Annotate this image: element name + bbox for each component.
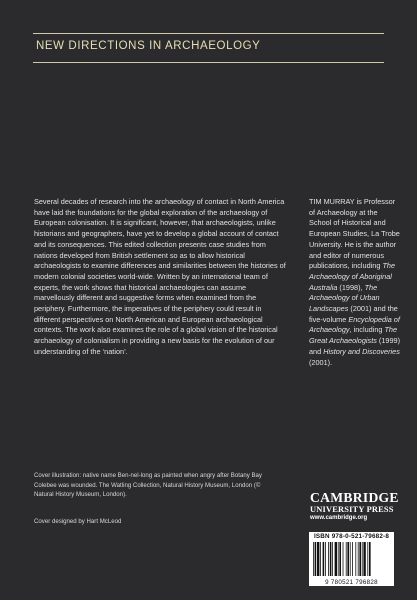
blurb-text: Several decades of research into the archaeology of contact in North America have laid the foundations for the global exploration of the archaeology of European colonisation. It is significant, however, that archaeologists, unlike historians and geographers, have yet to develop a global account of contact and its consequences. This edited collection presents case studies from nations developed from British settlement so as to allow historical archaeologists to examine differences and similarities between the histories of modern colonial societies world-wide. Written by an international team of experts, the work shows that historical archaeologies can assume marvellously different and suggestive forms when examined from the periphery. Furthermore, the imperatives of the periphery could result in different perspectives on North American and European archaeological contexts. The work also examines the role of a global vision of the historical archaeology of colonialism in providing a new basis for the evolution of our understanding of the ‘nation’. (34, 197, 286, 356)
series-title: NEW DIRECTIONS IN ARCHAEOLOGY (36, 40, 261, 52)
barcode-icon (312, 542, 391, 576)
author-bio-intro: TIM MURRAY is Professor of Archaeology at the School of Historical and European Studies, La Trobe University. He is the author and editor of numerous publications, including (309, 197, 400, 271)
book-blurb (34, 197, 286, 358)
series-rule (33, 62, 384, 63)
bio-text: (2001) and the five-volume (309, 304, 398, 324)
cover-designer-credit: Cover designed by Hart McLeod (34, 518, 122, 525)
publisher-name: CAMBRIDGE (310, 490, 399, 505)
book-title: The Archaeology of Urban Landscapes (309, 282, 380, 314)
publisher-logo (310, 491, 399, 523)
book-title: Encyclopedia of Archaeology (309, 314, 400, 335)
publisher-subtitle: UNIVERSITY PRESS (310, 505, 394, 514)
author-bio-text (309, 197, 401, 368)
author-bio (309, 197, 401, 368)
barcode-panel (309, 532, 394, 586)
isbn-label: ISBN 978-0-521-79682-8 (313, 533, 390, 540)
book-title: The Great Archaeologists (309, 325, 398, 346)
bio-text: (1998), (337, 282, 365, 292)
bio-text: , including (349, 325, 385, 335)
barcode-number: 9 780521 796828 (325, 579, 378, 586)
bio-text: (1999) and (309, 336, 400, 356)
top-rule (33, 33, 384, 34)
book-title: History and Discoveries (323, 346, 400, 356)
bio-text: (2001). (309, 357, 333, 367)
book-title: The Archaeology of Aboriginal Australia (309, 261, 396, 292)
cover-illustration-credit: Cover illustration: native name Ben-nel-long as painted when angry after Botany Bay Colebee was wounded. The Watling Collection, Natural History Museum, London (© Natural History Museum, London). (34, 472, 262, 499)
publisher-url: www.cambridge.org (310, 515, 368, 521)
